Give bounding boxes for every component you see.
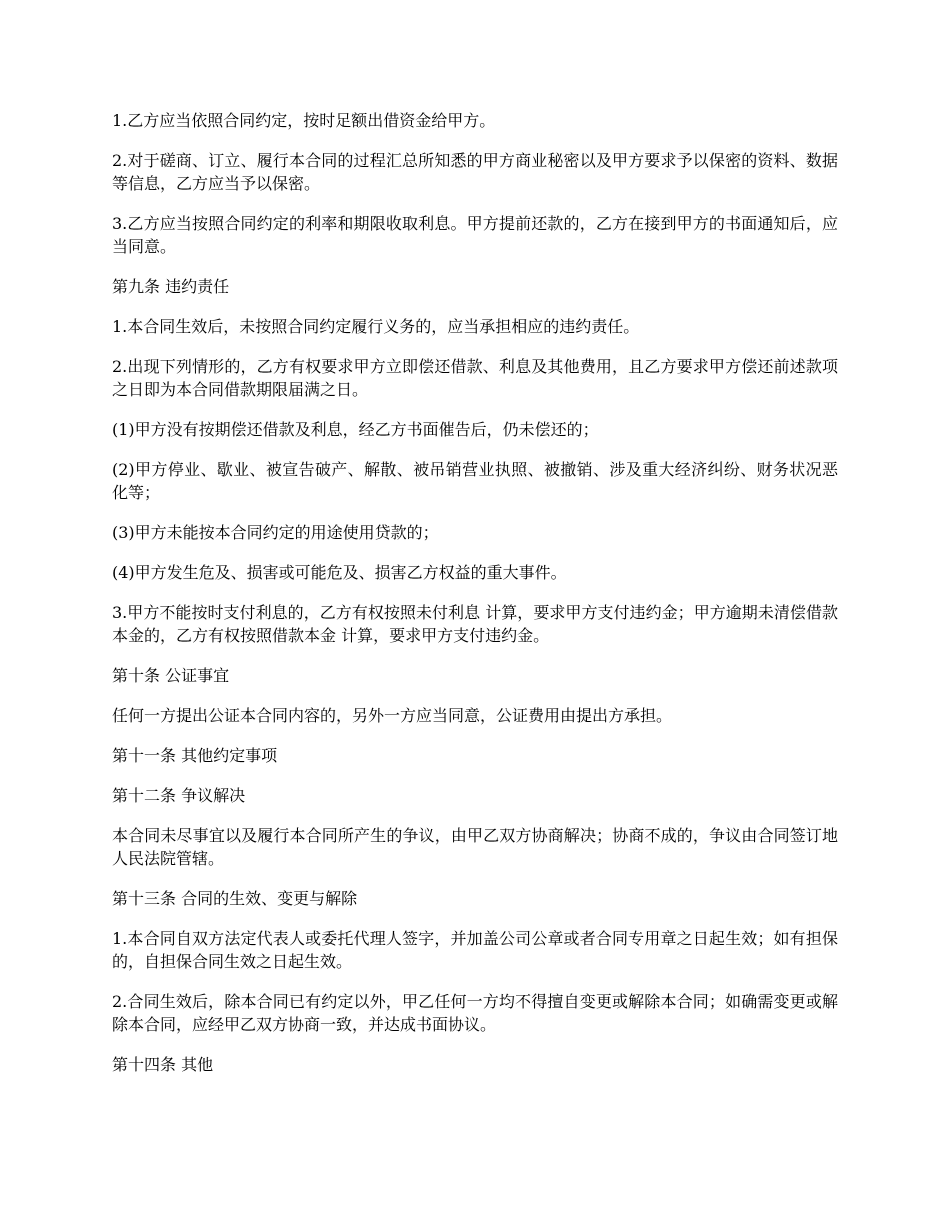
section-heading-article-9: 第九条 违约责任 xyxy=(112,277,230,296)
paragraph-effectiveness-2: 2.合同生效后，除本合同已有约定以外，甲乙任何一方均不得擅自变更或解除本合同；如确需变更或解除本合同，应经甲乙双方协商一致，并达成书面协议。 xyxy=(112,992,838,1034)
section-heading-article-10: 第十条 公证事宜 xyxy=(112,666,230,685)
list-item-case-2: (2)甲方停业、歇业、被宣告破产、解散、被吊销营业执照、被撤销、涉及重大经济纠纷、财务状况恶化等； xyxy=(112,460,838,502)
section-heading-article-12: 第十二条 争议解决 xyxy=(112,786,246,805)
list-item-case-3: (3)甲方未能按本合同约定的用途使用贷款的； xyxy=(112,523,439,542)
list-item-case-4: (4)甲方发生危及、损害或可能危及、损害乙方权益的重大事件。 xyxy=(112,563,567,582)
paragraph-effectiveness-1: 1.本合同自双方法定代表人或委托代理人签字，并加盖公司公章或者合同专用章之日起生效；如有担保的，自担保合同生效之日起生效。 xyxy=(112,929,838,971)
paragraph-notarization: 任何一方提出公证本合同内容的，另外一方应当同意，公证费用由提出方承担。 xyxy=(112,706,673,725)
paragraph-liability-1: 1.本合同生效后，未按照合同约定履行义务的，应当承担相应的违约责任。 xyxy=(112,317,640,336)
paragraph-liability-2: 2.出现下列情形的，乙方有权要求甲方立即偿还借款、利息及其他费用，且乙方要求甲方偿还前述款项之日即为本合同借款期限届满之日。 xyxy=(112,357,838,399)
paragraph-obligation-1: 1.乙方应当依照合同约定，按时足额出借资金给甲方。 xyxy=(112,111,496,130)
section-heading-article-11: 第十一条 其他约定事项 xyxy=(112,746,278,765)
list-item-case-1: (1)甲方没有按期偿还借款及利息，经乙方书面催告后，仍未偿还的； xyxy=(112,420,599,439)
paragraph-liability-3: 3.甲方不能按时支付利息的，乙方有权按照未付利息 计算，要求甲方支付违约金；甲方逾期未清偿借款本金的，乙方有权按照借款本金 计算，要求甲方支付违约金。 xyxy=(112,603,838,645)
paragraph-dispute-resolution: 本合同未尽事宜以及履行本合同所产生的争议，由甲乙双方协商解决；协商不成的，争议由合同签订地人民法院管辖。 xyxy=(112,826,838,868)
section-heading-article-14: 第十四条 其他 xyxy=(112,1055,214,1074)
document-page xyxy=(112,109,838,1093)
section-heading-article-13: 第十三条 合同的生效、变更与解除 xyxy=(112,889,358,908)
paragraph-obligation-3: 3.乙方应当按照合同约定的利率和期限收取利息。甲方提前还款的，乙方在接到甲方的书面通知后，应当同意。 xyxy=(112,214,838,256)
paragraph-obligation-2: 2.对于磋商、订立、履行本合同的过程汇总所知悉的甲方商业秘密以及甲方要求予以保密的资料、数据等信息，乙方应当予以保密。 xyxy=(112,151,838,193)
